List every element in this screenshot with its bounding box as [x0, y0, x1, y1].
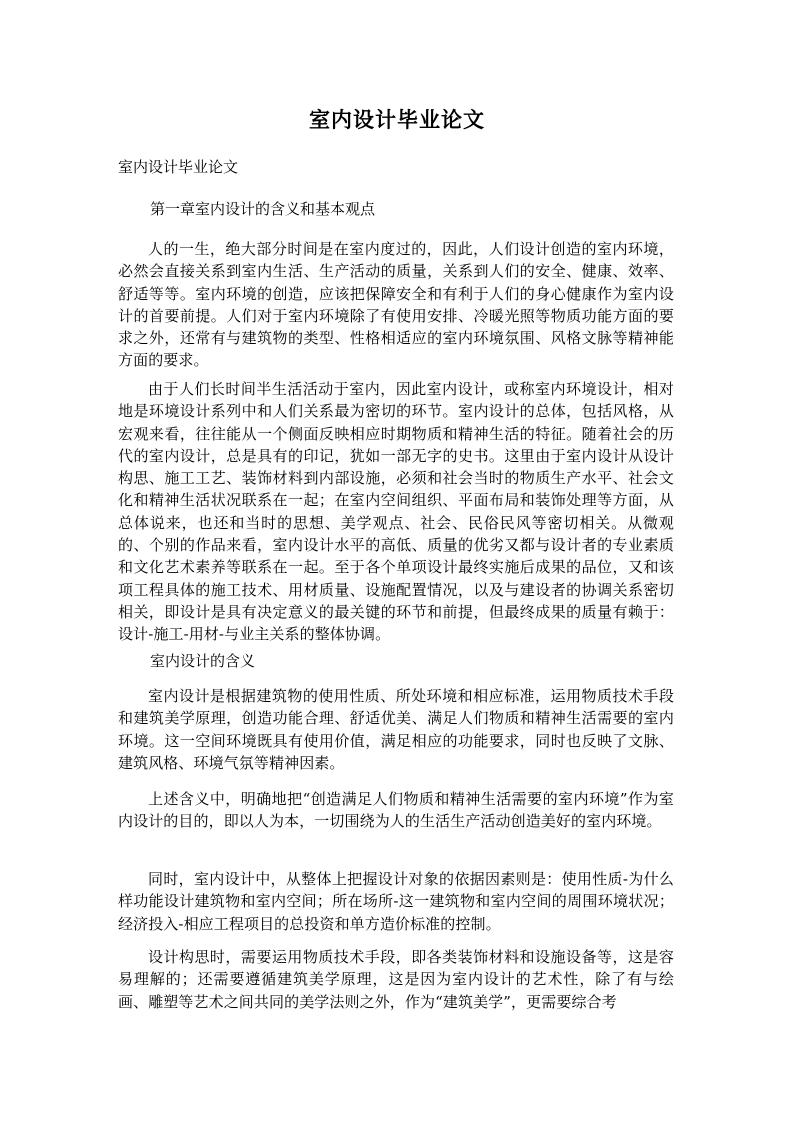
paragraph-5: 同时，室内设计中，从整体上把握设计对象的依据因素则是：使用性质-为什么样功能设计建筑物和室内空间；所在场所-这一建筑物和室内空间的周围环境状况；经济投入-相应工程项目的总投资和单方造价标准的控制。	[118, 870, 674, 933]
paragraph-3: 室内设计是根据建筑物的使用性质、所处环境和相应标准，运用物质技术手段和建筑美学原理，创造功能合理、舒适优美、满足人们物质和精神生活需要的室内环境。这一空间环境既具有使用价值，满足相应的功能要求，同时也反映了文脉、建筑风格、环境气氛等精神因素。	[118, 687, 674, 772]
document-subtitle: 室内设计毕业论文	[118, 158, 239, 176]
paragraph-4: 上述含义中，明确地把“创造满足人们物质和精神生活需要的室内环境”作为室内设计的目的，即以人为本，一切围绕为人的生活生产活动创造美好的室内环境。	[118, 790, 674, 831]
document-title: 室内设计毕业论文	[309, 107, 485, 132]
paragraph-1: 人的一生，绝大部分时间是在室内度过的，因此，人们设计创造的室内环境，必然会直接关系到室内生活、生产活动的质量，关系到人们的安全、健康、效率、舒适等等。室内环境的创造，应该把保障安全和有利于人们的身心健康作为室内设计的首要前提。人们对于室内环境除了有使用安排、冷暖光照等物质功能方面的要求之外，还常有与建筑物的类型、性格相适应的室内环境氛围、风格文脉等精神能方面的要求。	[118, 240, 674, 370]
paragraph-2: 由于人们长时间半生活活动于室内，因此室内设计，或称室内环境设计，相对地是环境设计系列中和人们关系最为密切的环节。室内设计的总体，包括风格，从宏观来看，往往能从一个侧面反映相应时期物质和精神生活的特征。随着社会的历代的室内设计，总是具有的印记，犹如一部无字的史书。这里由于室内设计从设计构思、施工工艺、装饰材料到内部设施，必须和社会当时的物质生产水平、社会文化和精神生活状况联系在一起；在室内空间组织、平面布局和装饰处理等方面，从总体说来，也还和当时的思想、美学观点、社会、民俗民风等密切相关。从微观的、个别的作品来看，室内设计水平的高低、质量的优劣又都与设计者的专业素质和文化艺术素养等联系在一起。至于各个单项设计最终实施后成果的品位，又和该项工程具体的施工技术、用材质量、设施配置情况，以及与建设者的协调关系密切相关，即设计是具有决定意义的最关键的环节和前提，但最终成果的质量有赖于：设计-施工-用材-与业主关系的整体协调。	[118, 380, 674, 644]
chapter-heading: 第一章室内设计的含义和基本观点	[150, 200, 376, 218]
section-heading: 室内设计的含义	[150, 652, 256, 670]
paragraph-6: 设计构思时，需要运用物质技术手段，即各类装饰材料和设施设备等，这是容易理解的；还需要遵循建筑美学原理，这是因为室内设计的艺术性，除了有与绘画、雕塑等艺术之间共同的美学法则之外，作为“建筑美学”，更需要综合考	[118, 948, 674, 1011]
